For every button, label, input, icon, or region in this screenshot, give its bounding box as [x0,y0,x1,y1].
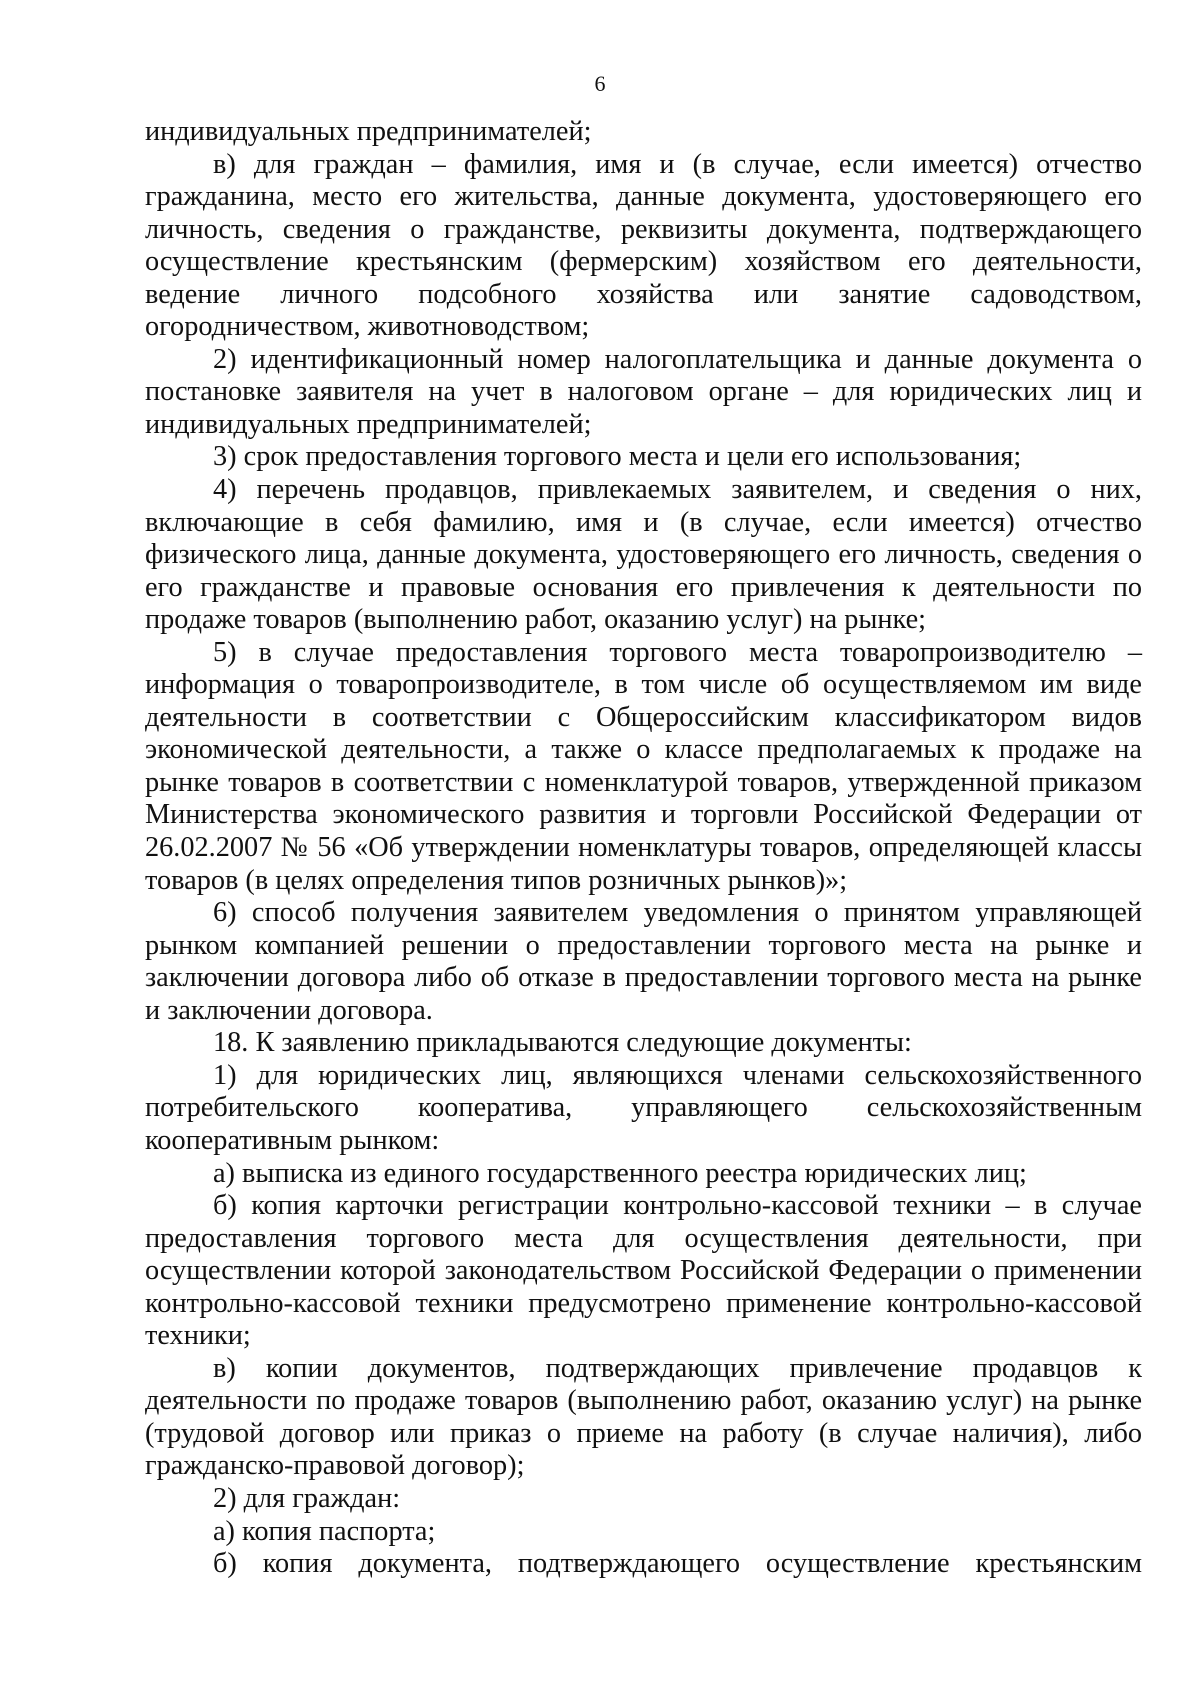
document-body [145,116,1142,1581]
paragraph-item-v-citizens: в) для граждан – фамилия, имя и (в случае, если имеется) отчество гражданина, место его жительства, данные документа, удостоверяющего его личность, сведения о гражданстве, реквизиты документа, подтверждающего осуществление крестьянским (фермерским) хозяйством его деятельности, ведение личного подсобного хозяйства или занятие садоводством, огородничеством, животноводством; [145,148,1142,343]
paragraph-item-v-seller-documents: в) копии документов, подтверждающих привлечение продавцов к деятельности по продаже товаров (выполнению работ, оказанию услуг) на рынке (трудовой договор или приказ о приеме на работу (в случае наличия), либо гражданско-правовой договор); [145,1352,1142,1482]
paragraph-item-3-term: 3) срок предоставления торгового места и цели его использования; [213,441,1022,473]
page-number: 6 [594,71,606,96]
paragraph-continuation: индивидуальных предпринимателей; [145,116,592,147]
paragraph-item-a-passport: а) копия паспорта; [213,1515,436,1547]
paragraph-item-2-citizens: 2) для граждан: [213,1482,401,1514]
paragraph-item-b-farm-document: б) копия документа, подтверждающего осуществление крестьянским [213,1548,1142,1580]
paragraph-item-1-legal-entities: 1) для юридических лиц, являющихся членами сельскохозяйственного потребительского кооператива, управляющего сельскохозяйственным кооперативным рынком: [145,1059,1142,1156]
paragraph-item-5-producer: 5) в случае предоставления торгового места товаропроизводителю – информация о товаропроизводителе, в том числе об осуществляемом им виде деятельности в соответствии с Общероссийским классификатором видов экономической деятельности, а также о классе предполагаемых к продаже на рынке товаров в соответствии с номенклатурой товаров, утвержденной приказом Министерства экономического развития и торговли Российской Федерации от 26.02.2007 № 56 «Об утверждении номенклатуры товаров, определяющей классы товаров (в целях определения типов розничных рынков)»; [145,636,1142,896]
paragraph-item-4-sellers: 4) перечень продавцов, привлекаемых заявителем, и сведения о них, включающие в себя фамилию, имя и (в случае, если имеется) отчество физического лица, данные документа, удостоверяющего его личность, сведения о его гражданстве и правовые основания его привлечения к деятельности по продаже товаров (выполнению работ, оказанию услуг) на рынке; [145,474,1142,636]
paragraph-item-2-inn: 2) идентификационный номер налогоплательщика и данные документа о постановке заявителя на учет в налоговом органе – для юридических лиц и индивидуальных предпринимателей; [145,343,1142,440]
paragraph-item-b-cash-register: б) копия карточки регистрации контрольно-кассовой техники – в случае предоставления торгового места для осуществления деятельности, при осуществлении которой законодательством Российской Федерации о применении контрольно-кассовой техники предусмотрено применение контрольно-кассовой техники; [145,1190,1142,1352]
paragraph-item-a-extract: а) выписка из единого государственного реестра юридических лиц; [213,1157,1027,1189]
paragraph-section-18: 18. К заявлению прикладываются следующие документы: [213,1027,912,1059]
paragraph-item-6-notification: 6) способ получения заявителем уведомления о принятом управляющей рынком компанией решении о предоставлении торгового места на рынке и заключении договора либо об отказе в предоставлении торгового места на рынке и заключении договора. [145,897,1142,1026]
